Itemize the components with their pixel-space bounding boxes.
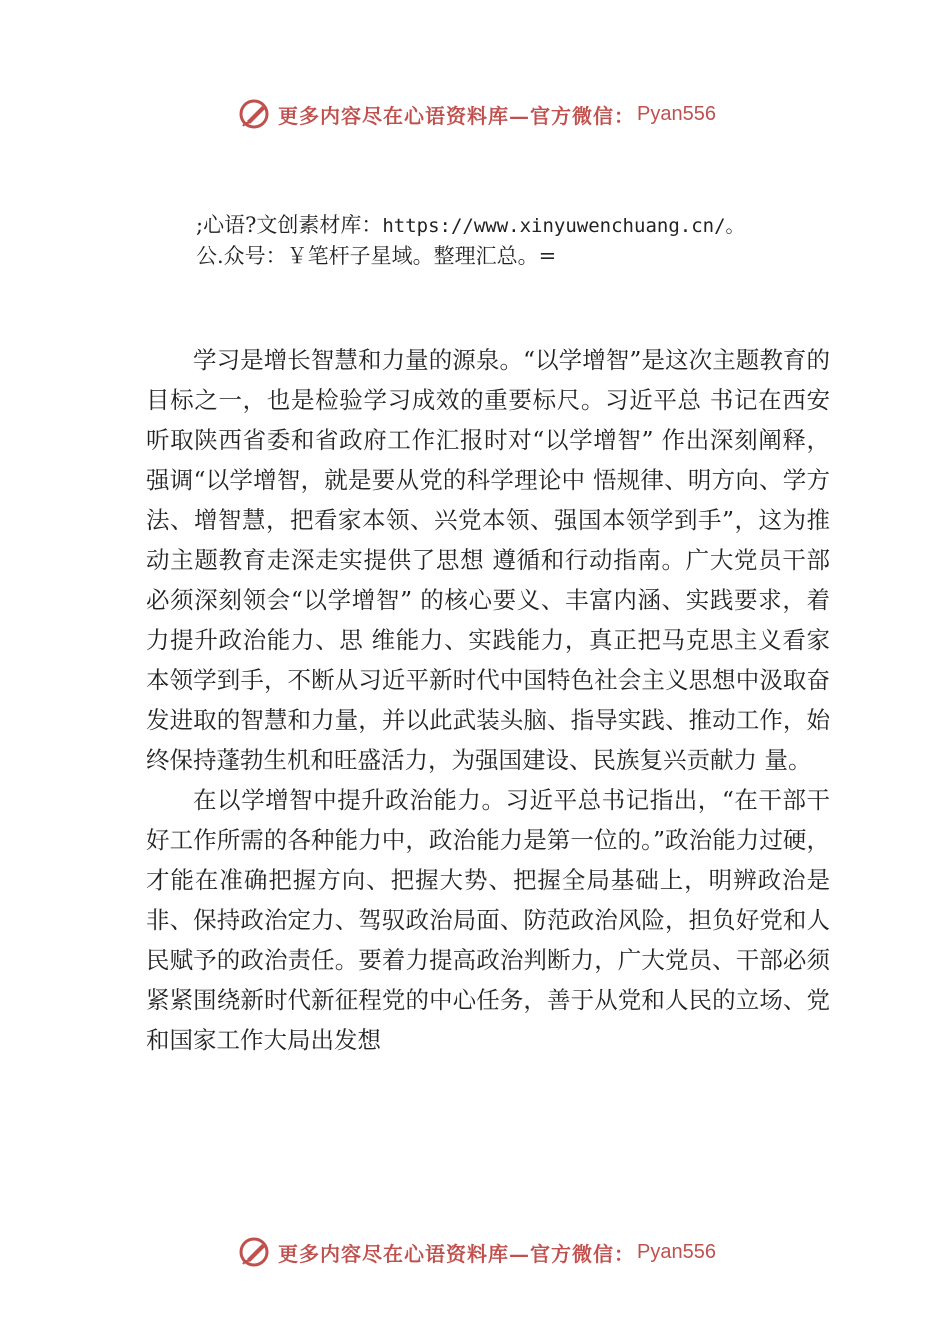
wechat-id: Pyan556 <box>637 1240 716 1263</box>
source-url[interactable]: https://www.xinyuwenchuang.cn/。 <box>382 215 745 237</box>
paragraph-2: 在以学增智中提升政治能力。习近平总书记指出，“在干部干好工作所需的各种能力中，政治能力是第一位的。”政治能力过硬，才能在准确把握方向、把握大势、把握全局基础上，明辨政治是非、保持政治定力、驾驭政治局面、防范政治风险，担负好党和人民赋予的政治责任。要着力提高政治判断力，广大党员、干部必须紧紧围绕新时代新征程党的中心任务，善于从党和人民的立场、党和国家工作大局出发想 <box>146 786 830 1054</box>
brush-logo-icon <box>238 1235 272 1269</box>
banner-text: 更多内容尽在心语资料库—官方微信： <box>278 103 635 128</box>
banner-text: 更多内容尽在心语资料库—官方微信： <box>278 1241 635 1266</box>
source-line-1 <box>196 210 745 241</box>
paragraph-1: 学习是增长智慧和力量的源泉。“以学增智”是这次主题教育的目标之一，也是检验学习成效的重要标尺。习近平总 书记在西安听取陕西省委和省政府工作汇报时对“以学增智” 作出深刻阐释，强调“以学增智，就是要从党的科学理论中 悟规律、明方向、学方法、增智慧，把看家本领、兴党本领、强国本领学到手”，这为推动主题教育走深走实提供了思想 遵循和行动指南。广大党员干部必须深刻领会“以学增智” 的核心要义、丰富内涵、实践要求，着力提升政治能力、思 维能力、实践能力，真正把马克思主义看家本领学到手，不断从习近平新时代中国特色社会主义思想中汲取奋发进取的智慧和力量，并以此武装头脑、指导实践、推动工作，始 终保持蓬勃生机和旺盛活力，为强国建设、民族复兴贡献力 量。 <box>146 346 830 774</box>
source-note <box>196 210 745 271</box>
wechat-id: Pyan556 <box>637 102 716 125</box>
source-line-2: 公.众号：￥笔杆子星域。整理汇总。= <box>196 244 557 268</box>
header-banner <box>238 94 716 134</box>
footer-banner <box>238 1232 716 1272</box>
article-body <box>146 340 830 1060</box>
brush-logo-icon <box>238 97 272 131</box>
source-label: ;心语?文创素材库： <box>196 213 383 237</box>
